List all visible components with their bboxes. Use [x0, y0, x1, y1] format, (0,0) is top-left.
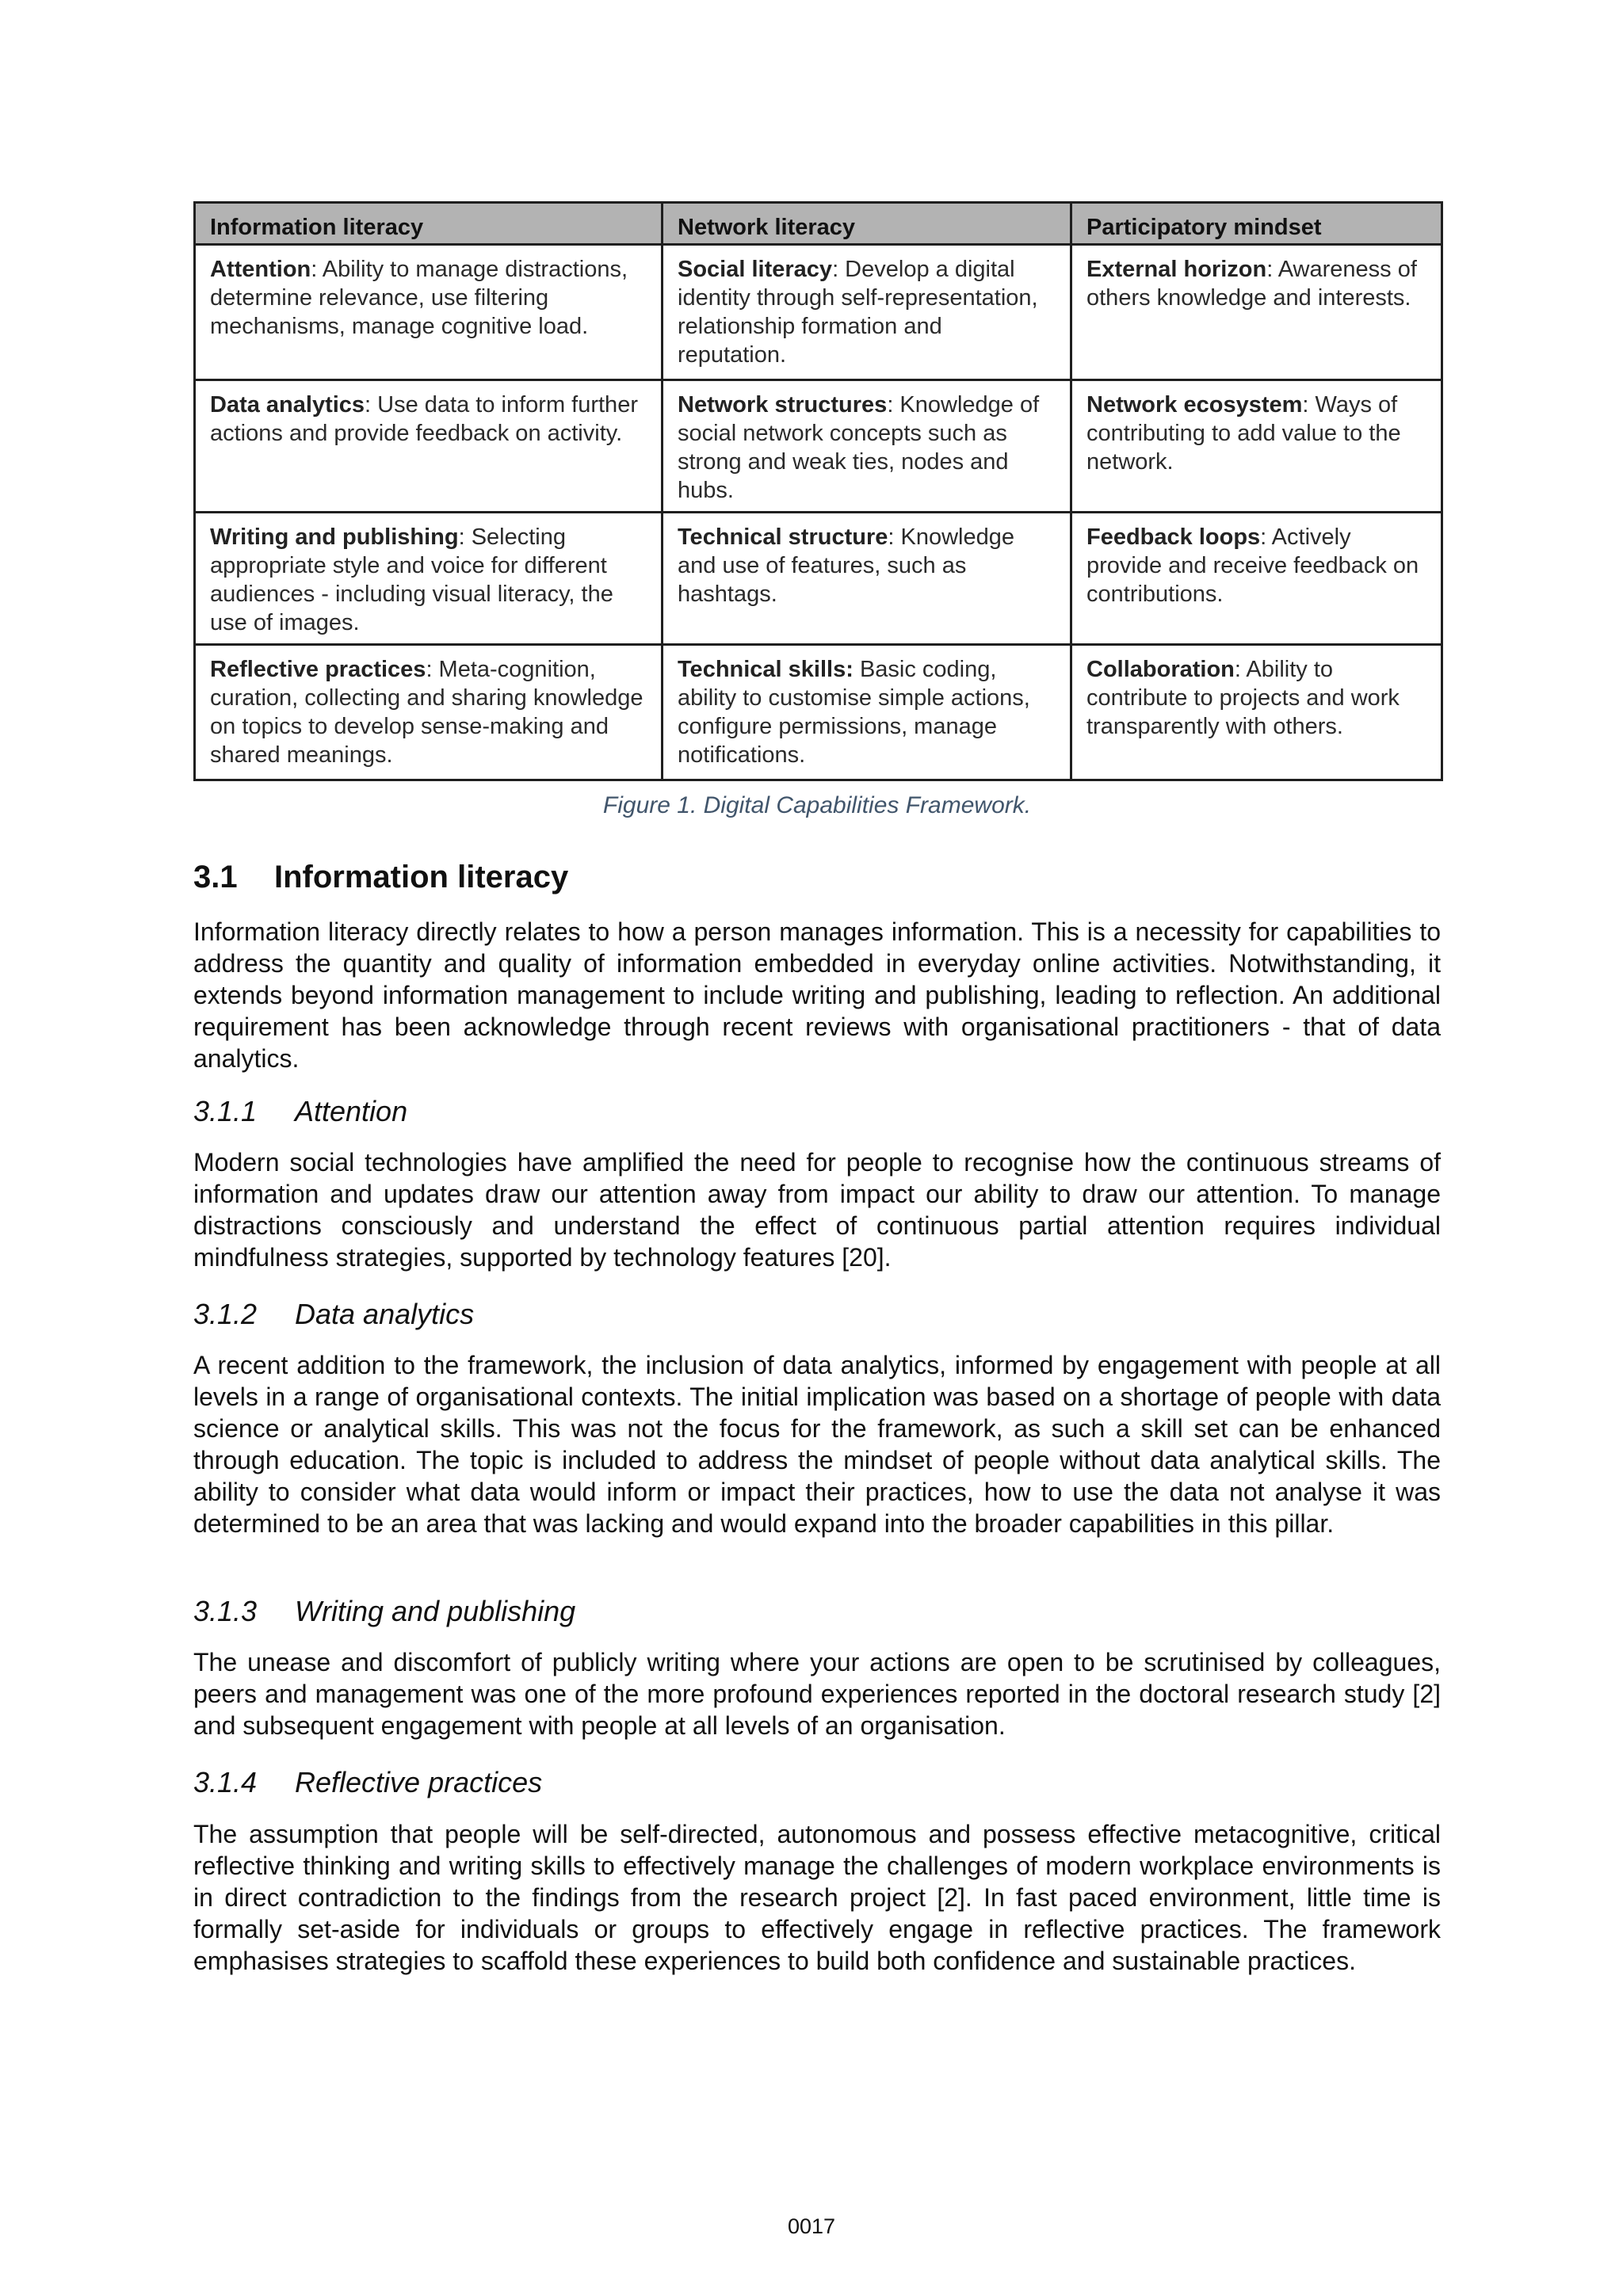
section-title: Information literacy: [274, 860, 569, 894]
table-row: [195, 380, 1442, 513]
subsection-heading: [193, 1095, 407, 1128]
cell-term: Social literacy: [678, 257, 833, 282]
cell-term: Network structures: [678, 392, 888, 418]
cell-term: External horizon: [1086, 257, 1267, 282]
cell-term: Collaboration: [1086, 657, 1235, 682]
figure-caption: Figure 1. Digital Capabilities Framework.: [602, 792, 1032, 818]
table-row: [195, 245, 1442, 380]
header-information-literacy: Information literacy: [195, 203, 663, 245]
subsection-title: Reflective practices: [295, 1766, 543, 1798]
table-cell: [1071, 245, 1442, 380]
table-cell: [663, 380, 1071, 513]
framework-table: [193, 201, 1443, 781]
subsection-paragraph: Modern social technologies have amplified the need for people to recognise how the continuous streams of information and updates draw our attention away from impact our ability to draw our attention. To manage distractions consciously and understand the effect of continuous partial attention requires individual mindfulness strategies, supported by technology features [20].: [193, 1148, 1441, 1272]
cell-text: : Develop a digital identity through self-representation, relationship formation and reputation.: [678, 257, 1038, 368]
cell-term: Data analytics: [210, 392, 365, 418]
table-row: [195, 513, 1442, 645]
subsection-paragraph: The unease and discomfort of publicly writing where your actions are open to be scrutinised by colleagues, peers and management was one of the more profound experiences reported in the doctoral research study [2] and subsequent engagement with people at all levels of an organisation.: [193, 1648, 1441, 1740]
table-cell: [1071, 645, 1442, 780]
cell-text: : Awareness of others knowledge and interests.: [1086, 257, 1417, 311]
header-network-literacy: Network literacy: [663, 203, 1071, 245]
cell-term: Technical structure: [678, 524, 888, 550]
cell-text: : Ways of contributing to add value to the network.: [1086, 392, 1401, 475]
page-number: 0017: [787, 2214, 836, 2238]
cell-term: Writing and publishing: [210, 524, 459, 550]
cell-text: : Use data to inform further actions and provide feedback on activity.: [210, 392, 638, 446]
section-heading: [193, 860, 568, 895]
cell-text: : Ability to contribute to projects and work transparently with others.: [1086, 657, 1400, 739]
table-cell: [663, 245, 1071, 380]
cell-text: : Selecting appropriate style and voice for different audiences - including visual literacy, the use of images.: [210, 524, 613, 635]
subsection-paragraph: A recent addition to the framework, the inclusion of data analytics, informed by engagement with people at all levels in a range of organisational contexts. The initial implication was based on a shortage of people with data science or analytical skills. This was not the focus for the framework, as such a skill set can be enhanced through education. The topic is included to address the mindset of people without data analytical skills. The ability to consider what data would inform or impact their practices, how to use the data not analyse it was determined to be an area that was lacking and would expand into the broader capabilities in this pillar.: [193, 1351, 1441, 1538]
table-cell: [195, 380, 663, 513]
subsection-number: 3.1.1: [193, 1095, 258, 1127]
table-header-row: [195, 203, 1442, 245]
table-cell: [195, 513, 663, 645]
subsection-title: Attention: [295, 1095, 408, 1127]
cell-term: Technical skills:: [678, 657, 854, 682]
cell-text: Basic coding, ability to customise simple actions, configure permissions, manage notifications.: [678, 657, 1030, 768]
subsection-heading: [193, 1298, 474, 1331]
cell-text: : Actively provide and receive feedback on contributions.: [1086, 524, 1419, 607]
header-participatory-mindset: Participatory mindset: [1071, 203, 1442, 245]
table-cell: [195, 645, 663, 780]
cell-text: : Knowledge of social network concepts such as strong and weak ties, nodes and hubs.: [678, 392, 1040, 503]
cell-term: Reflective practices: [210, 657, 426, 682]
cell-text: : Ability to manage distractions, determine relevance, use filtering mechanisms, manage cognitive load.: [210, 257, 628, 339]
cell-term: Network ecosystem: [1086, 392, 1303, 418]
table-cell: [663, 645, 1071, 780]
subsection-paragraph: The assumption that people will be self-directed, autonomous and possess effective metacognitive, critical reflective thinking and writing skills to effectively manage the challenges of modern workplace environments is in direct contradiction to the findings from the research project [2]. In fast paced environment, little time is formally set-aside for individuals or groups to effectively engage in reflective practices. The framework emphasises strategies to scaffold these experiences to build both confidence and sustainable practices.: [193, 1820, 1441, 1975]
subsection-number: 3.1.2: [193, 1298, 258, 1330]
table-cell: [663, 513, 1071, 645]
cell-term: Feedback loops: [1086, 524, 1261, 550]
subsection-title: Writing and publishing: [295, 1595, 576, 1627]
table-cell: [195, 245, 663, 380]
subsection-number: 3.1.4: [193, 1766, 258, 1798]
cell-text: : Knowledge and use of features, such as hashtags.: [678, 524, 1015, 607]
cell-term: Attention: [210, 257, 311, 282]
cell-text: : Meta-cognition, curation, collecting and sharing knowledge on topics to develop sense-making and shared meanings.: [210, 657, 643, 768]
table-cell: [1071, 513, 1442, 645]
subsection-title: Data analytics: [295, 1298, 475, 1330]
subsection-heading: [193, 1766, 542, 1799]
section-number: 3.1: [193, 860, 238, 894]
table-cell: [1071, 380, 1442, 513]
subsection-number: 3.1.3: [193, 1595, 258, 1627]
table-row: [195, 645, 1442, 780]
subsection-heading: [193, 1595, 575, 1628]
section-intro-paragraph: Information literacy directly relates to how a person manages information. This is a necessity for capabilities to address the quantity and quality of information embedded in everyday online activities. Notwithstanding, it extends beyond information management to include writing and publishing, leading to reflection. An additional requirement has been acknowledge through recent reviews with organisational practitioners - that of data analytics.: [193, 917, 1441, 1073]
